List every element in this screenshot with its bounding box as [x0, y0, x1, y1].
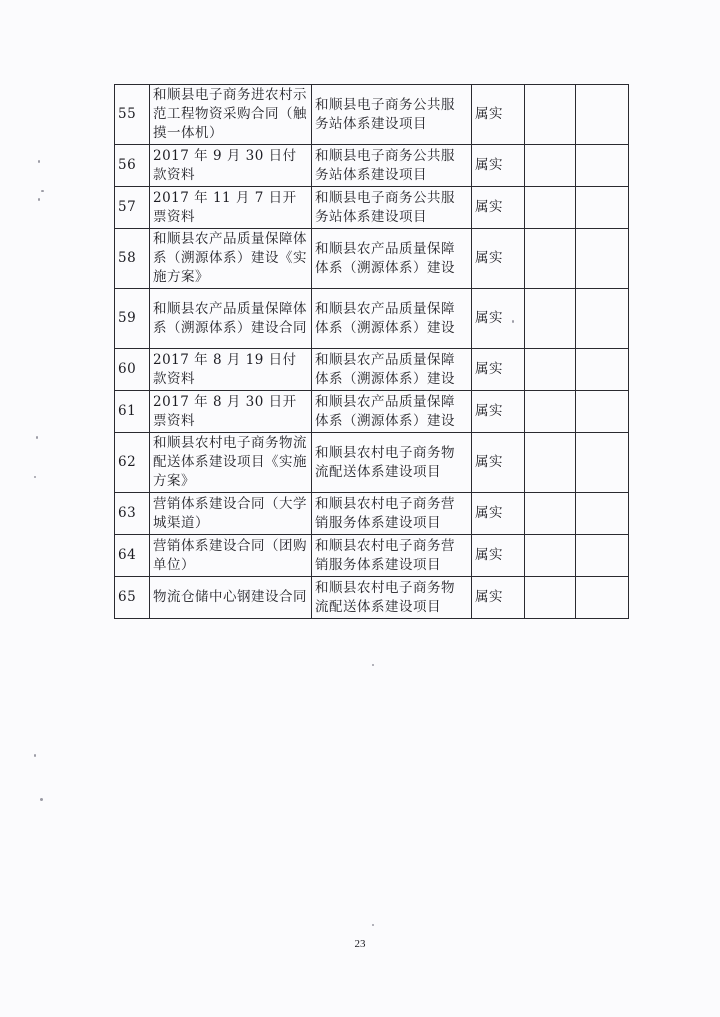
- scan-speck: [512, 320, 514, 323]
- blank-cell: [576, 433, 629, 493]
- project-name-cell: 和顺县农村电子商务物流配送体系建设项目: [312, 433, 472, 493]
- blank-cell: [576, 229, 629, 289]
- row-number-cell: 57: [115, 187, 150, 229]
- verification-status-cell: 属实: [472, 391, 525, 433]
- blank-cell: [525, 493, 576, 535]
- table-row: [115, 145, 629, 187]
- document-name-cell: 2017 年 9 月 30 日付款资料: [150, 145, 312, 187]
- document-name-cell: 2017 年 8 月 30 日开票资料: [150, 391, 312, 433]
- blank-cell: [525, 289, 576, 349]
- document-name-cell: 营销体系建设合同（大学城渠道）: [150, 493, 312, 535]
- row-number-cell: 55: [115, 85, 150, 145]
- row-number-cell: 63: [115, 493, 150, 535]
- scan-speck: [36, 436, 38, 439]
- verification-status-cell: 属实: [472, 535, 525, 577]
- blank-cell: [525, 145, 576, 187]
- row-number-cell: 62: [115, 433, 150, 493]
- page-number: 23: [354, 938, 366, 950]
- scan-speck: [38, 198, 40, 201]
- scan-speck: [34, 476, 36, 478]
- document-name-cell: 2017 年 8 月 19 日付款资料: [150, 349, 312, 391]
- blank-cell: [576, 391, 629, 433]
- blank-cell: [576, 289, 629, 349]
- scan-speck: [41, 190, 44, 192]
- scan-speck: [40, 798, 43, 801]
- document-name-cell: 物流仓储中心钢建设合同: [150, 577, 312, 619]
- row-number-cell: 64: [115, 535, 150, 577]
- table-row: [115, 349, 629, 391]
- verification-status-cell: 属实: [472, 349, 525, 391]
- project-name-cell: 和顺县农产品质量保障体系（溯源体系）建设: [312, 349, 472, 391]
- project-name-cell: 和顺县农村电子商务物流配送体系建设项目: [312, 577, 472, 619]
- project-name-cell: 和顺县农产品质量保障体系（溯源体系）建设: [312, 229, 472, 289]
- scan-speck: [34, 754, 36, 757]
- table-row: [115, 85, 629, 145]
- blank-cell: [525, 187, 576, 229]
- table-row: [115, 391, 629, 433]
- row-number-cell: 65: [115, 577, 150, 619]
- project-name-cell: 和顺县农产品质量保障体系（溯源体系）建设: [312, 289, 472, 349]
- document-name-cell: 营销体系建设合同（团购单位）: [150, 535, 312, 577]
- verification-status-cell: 属实: [472, 577, 525, 619]
- project-name-cell: 和顺县农村电子商务营销服务体系建设项目: [312, 493, 472, 535]
- verification-status-cell: 属实: [472, 229, 525, 289]
- verification-status-cell: 属实: [472, 289, 525, 349]
- blank-cell: [525, 349, 576, 391]
- document-name-cell: 和顺县农村电子商务物流配送体系建设项目《实施方案》: [150, 433, 312, 493]
- verification-status-cell: 属实: [472, 187, 525, 229]
- blank-cell: [576, 85, 629, 145]
- project-name-cell: 和顺县农产品质量保障体系（溯源体系）建设: [312, 391, 472, 433]
- blank-cell: [525, 433, 576, 493]
- project-name-cell: 和顺县农村电子商务营销服务体系建设项目: [312, 535, 472, 577]
- table-row: [115, 535, 629, 577]
- project-name-cell: 和顺县电子商务公共服务站体系建设项目: [312, 187, 472, 229]
- table-body: [115, 85, 629, 619]
- row-number-cell: 58: [115, 229, 150, 289]
- verification-status-cell: 属实: [472, 493, 525, 535]
- table-row: [115, 433, 629, 493]
- row-number-cell: 59: [115, 289, 150, 349]
- row-number-cell: 56: [115, 145, 150, 187]
- blank-cell: [576, 145, 629, 187]
- blank-cell: [576, 349, 629, 391]
- document-name-cell: 和顺县农产品质量保障体系（溯源体系）建设合同: [150, 289, 312, 349]
- blank-cell: [525, 577, 576, 619]
- blank-cell: [576, 493, 629, 535]
- scan-speck: [372, 664, 374, 666]
- blank-cell: [525, 85, 576, 145]
- verification-status-cell: 属实: [472, 433, 525, 493]
- scan-speck: [372, 924, 374, 926]
- verification-status-cell: 属实: [472, 85, 525, 145]
- project-name-cell: 和顺县电子商务公共服务站体系建设项目: [312, 145, 472, 187]
- blank-cell: [525, 229, 576, 289]
- blank-cell: [525, 391, 576, 433]
- row-number-cell: 61: [115, 391, 150, 433]
- scan-speck: [38, 160, 40, 163]
- row-number-cell: 60: [115, 349, 150, 391]
- document-name-cell: 和顺县电子商务进农村示范工程物资采购合同（触摸一体机）: [150, 85, 312, 145]
- table-row: [115, 493, 629, 535]
- blank-cell: [576, 187, 629, 229]
- table-row: [115, 289, 629, 349]
- verification-status-cell: 属实: [472, 145, 525, 187]
- project-name-cell: 和顺县电子商务公共服务站体系建设项目: [312, 85, 472, 145]
- blank-cell: [576, 577, 629, 619]
- document-name-cell: 2017 年 11 月 7 日开票资料: [150, 187, 312, 229]
- blank-cell: [525, 535, 576, 577]
- table-row: [115, 187, 629, 229]
- table-row: [115, 229, 629, 289]
- blank-cell: [576, 535, 629, 577]
- table-row: [115, 577, 629, 619]
- document-name-cell: 和顺县农产品质量保障体系（溯源体系）建设《实施方案》: [150, 229, 312, 289]
- verification-table: [114, 84, 629, 619]
